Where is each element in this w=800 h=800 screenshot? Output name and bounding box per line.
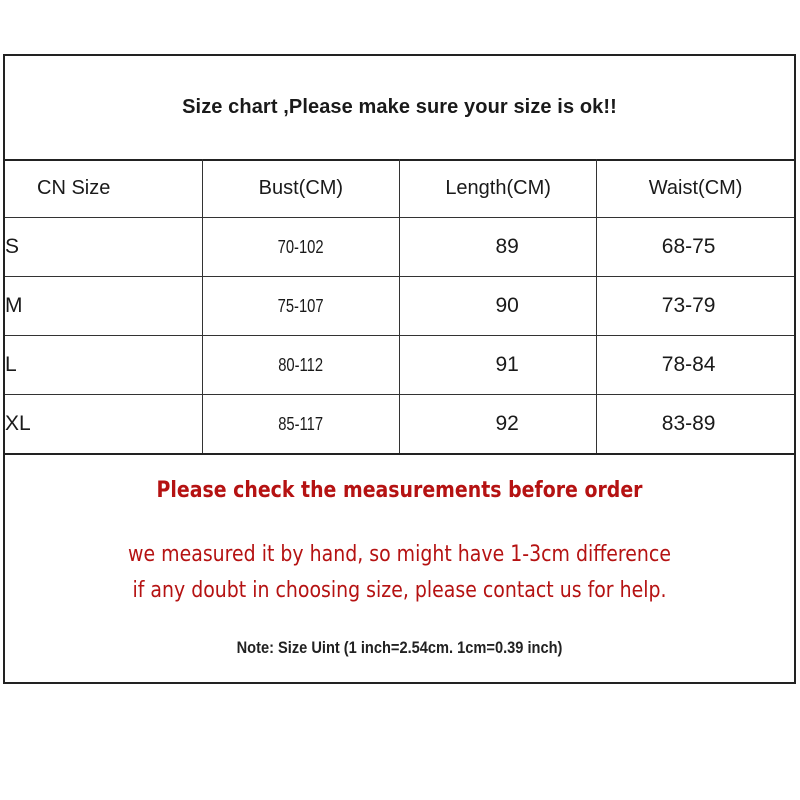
cell-size: XL	[5, 395, 202, 455]
header-length: Length(CM)	[400, 159, 597, 218]
size-chart	[3, 54, 796, 684]
table-row	[5, 395, 794, 455]
cell-bust: 80-112	[220, 336, 382, 395]
header-waist: Waist(CM)	[597, 159, 794, 218]
cell-length: 91	[400, 336, 597, 395]
cell-waist: 68-75	[597, 218, 794, 277]
notes-section	[5, 456, 794, 682]
unit-note: Note: Size Uint (1 inch=2.54cm. 1cm=0.39 inch)	[236, 638, 563, 657]
cell-length: 92	[400, 395, 597, 455]
table-row	[5, 218, 794, 277]
table-row	[5, 277, 794, 336]
cell-waist: 83-89	[597, 395, 794, 455]
cell-length: 90	[400, 277, 597, 336]
contact-notice: if any doubt in choosing size, please contact us for help.	[132, 578, 667, 603]
header-cn-size: CN Size	[5, 159, 202, 218]
hand-measured-notice: we measured it by hand, so might have 1-3cm difference	[128, 542, 671, 567]
cell-waist: 78-84	[597, 336, 794, 395]
size-table	[5, 159, 794, 455]
chart-title: Size chart ,Please make sure your size is ok!!	[182, 96, 617, 118]
table-header-row	[5, 159, 794, 218]
cell-size: M	[5, 277, 202, 336]
table-row	[5, 336, 794, 395]
cell-waist: 73-79	[597, 277, 794, 336]
cell-length: 89	[400, 218, 597, 277]
cell-bust: 70-102	[220, 218, 382, 277]
cell-size: L	[5, 336, 202, 395]
cell-bust: 75-107	[220, 277, 382, 336]
header-bust: Bust(CM)	[202, 159, 399, 218]
check-measurements-notice: Please check the measurements before order	[156, 478, 643, 503]
title-row	[5, 56, 794, 161]
cell-size: S	[5, 218, 202, 277]
cell-bust: 85-117	[220, 395, 382, 455]
